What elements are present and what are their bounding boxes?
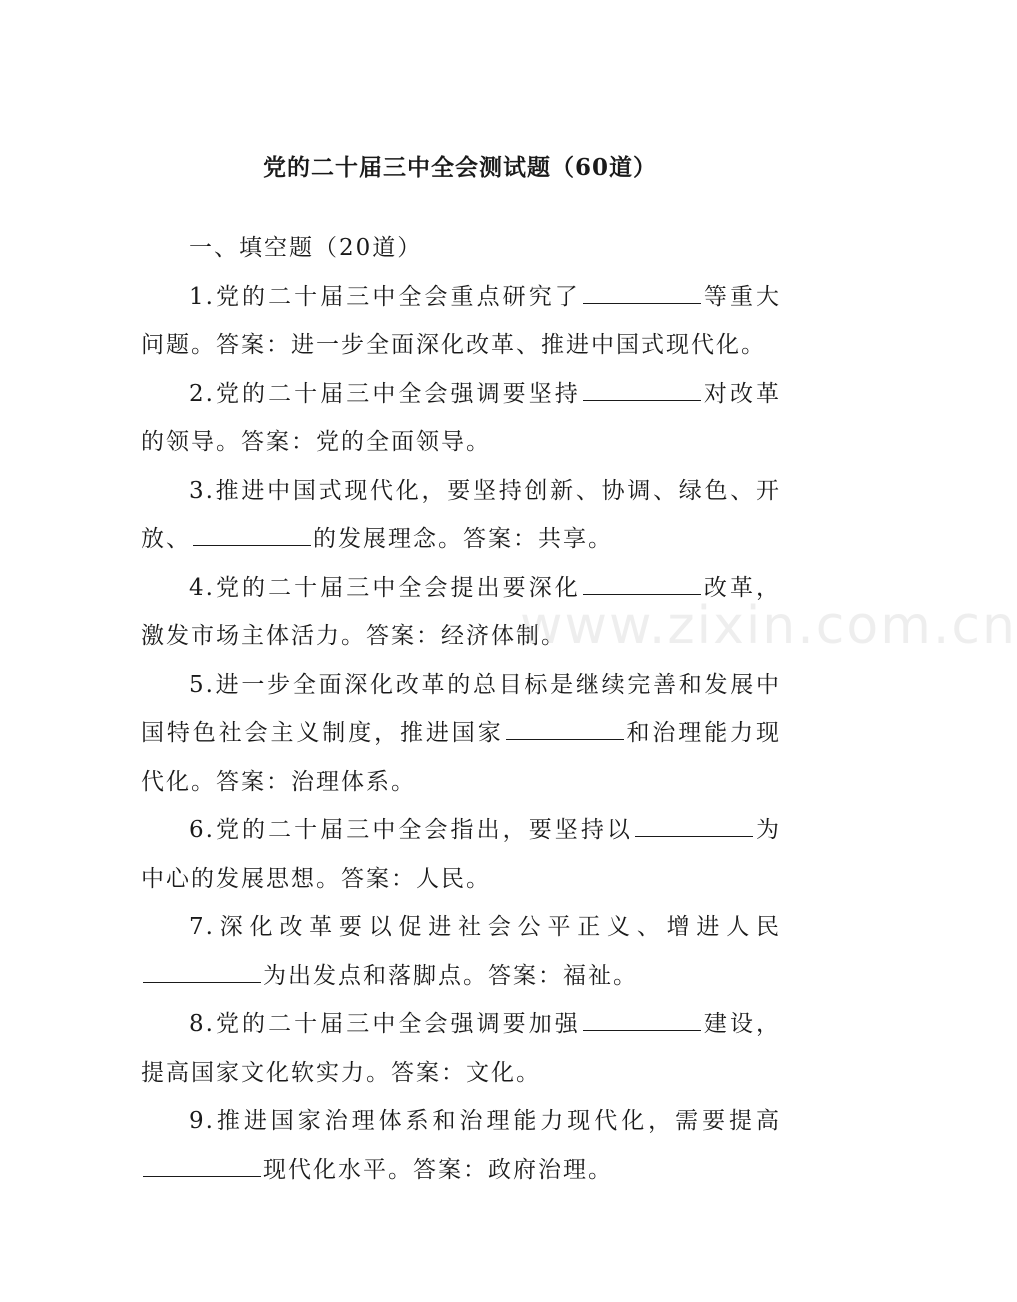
answer-blank — [143, 1156, 261, 1177]
question-text: 9.推进国家治理体系和治理能力现代化，需要提高 — [189, 1108, 781, 1134]
question-text: 4.党的二十届三中全会提出要深化 — [189, 574, 581, 601]
question-text: 和治理能力现代化。答案：治理体系。 — [141, 720, 782, 795]
answer-blank — [583, 283, 701, 304]
question-text: 3.推进中国式现代化，要坚持创新、协调、绿色、开放、 — [141, 477, 781, 552]
watermark: www.zixin.com.cn — [520, 596, 1017, 656]
question-text: 改革，激发市场主体活力。答案：经济体制。 — [141, 574, 782, 649]
answer-blank — [635, 816, 753, 837]
question-7 — [141, 903, 781, 1000]
section-heading: 一、填空题（20道） — [189, 235, 423, 261]
question-text: 建设，提高国家文化软实力。答案：文化。 — [141, 1011, 782, 1086]
question-text: 7.深化改革要以促进社会公平正义、增进人民 — [189, 914, 781, 940]
answer-blank — [583, 1010, 701, 1031]
question-9 — [141, 1097, 781, 1194]
question-1 — [141, 273, 781, 370]
question-text: 为中心的发展思想。答案：人民。 — [141, 817, 781, 892]
question-text: 8.党的二十届三中全会强调要加强 — [189, 1011, 581, 1037]
answer-blank — [583, 574, 701, 595]
question-text: 1.党的二十届三中全会重点研究了 — [189, 283, 581, 310]
question-text: 的发展理念。答案：共享。 — [313, 526, 613, 552]
question-8 — [141, 1000, 781, 1097]
question-text: 等重大问题。答案：进一步全面深化改革、推进中国式现代化。 — [141, 283, 782, 358]
document-title: 党的二十届三中全会测试题（60道） — [262, 154, 657, 181]
answer-blank — [143, 962, 261, 983]
question-text: 5.进一步全面深化改革的总目标是继续完善和发展中国特色社会主义制度，推进国家 — [141, 671, 781, 746]
answer-blank — [193, 525, 311, 546]
question-2 — [141, 370, 781, 467]
question-text: 现代化水平。答案：政府治理。 — [263, 1156, 613, 1183]
question-5 — [141, 661, 781, 807]
question-4 — [141, 564, 781, 661]
question-text: 对改革的领导。答案：党的全面领导。 — [141, 380, 782, 455]
question-6 — [141, 806, 781, 903]
question-3 — [141, 467, 781, 564]
question-text: 2.党的二十届三中全会强调要坚持 — [189, 380, 581, 407]
question-text: 为出发点和落脚点。答案：福祉。 — [263, 962, 638, 989]
answer-blank — [583, 380, 701, 401]
document-body — [141, 224, 781, 1194]
answer-blank — [506, 719, 624, 740]
question-text: 6.党的二十届三中全会指出，要坚持以 — [189, 817, 633, 843]
